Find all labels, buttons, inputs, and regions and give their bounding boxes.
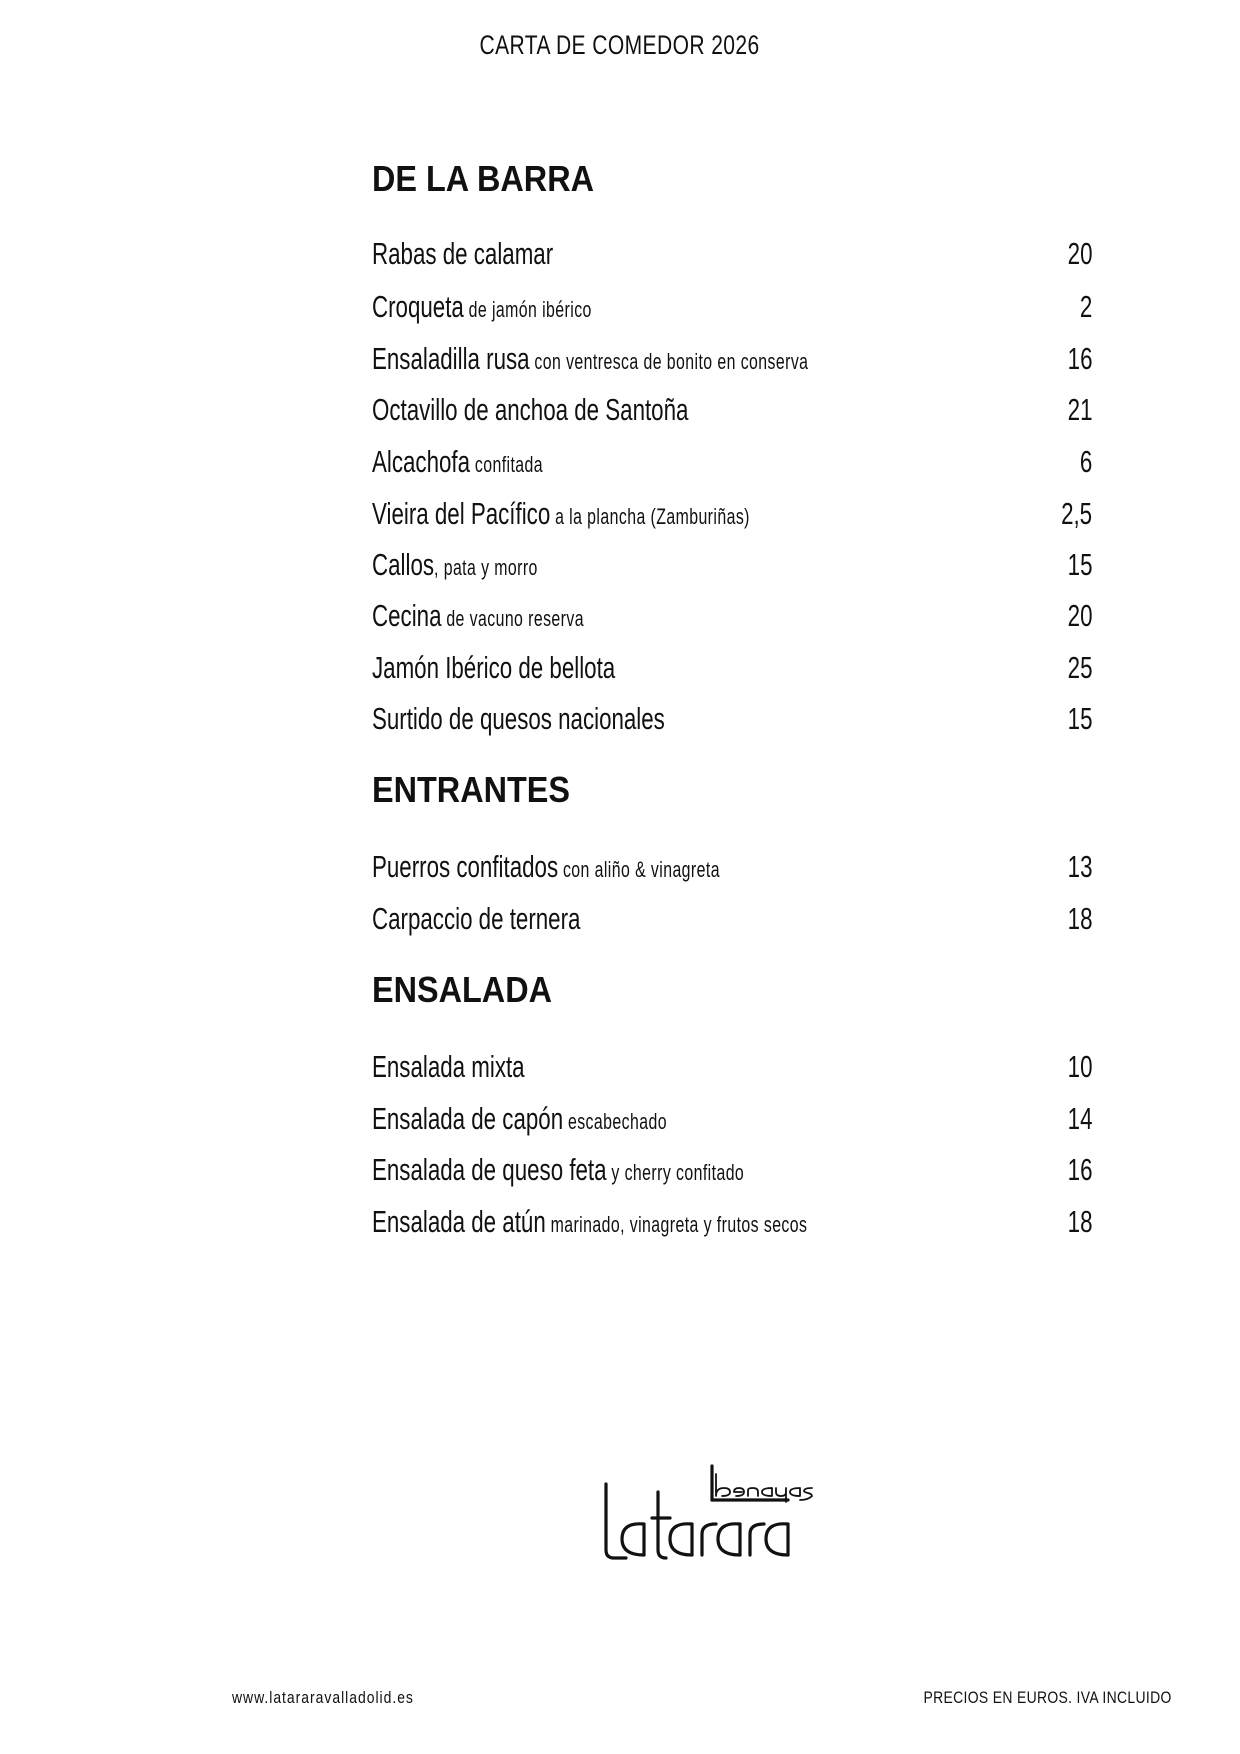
item-label: Ensalada de queso feta y cherry confitado xyxy=(372,1152,745,1187)
menu-item xyxy=(372,849,1092,893)
item-label: Jamón Ibérico de bellota xyxy=(372,650,616,685)
item-label: Puerros confitados con aliño & vinagreta xyxy=(372,849,720,884)
item-price: 20 xyxy=(1067,598,1092,633)
menu-item xyxy=(372,1101,1092,1145)
item-price: 6 xyxy=(1079,444,1092,479)
menu-item xyxy=(372,392,1092,436)
menu-title: CARTA DE COMEDOR 2026 xyxy=(479,30,761,60)
item-label: Rabas de calamar xyxy=(372,236,554,271)
item-price: 2 xyxy=(1079,289,1092,324)
item-price: 25 xyxy=(1067,650,1092,685)
item-price: 20 xyxy=(1067,236,1092,271)
item-price: 2,5 xyxy=(1060,496,1092,531)
menu-item xyxy=(372,650,1092,694)
item-price: 15 xyxy=(1067,547,1092,582)
menu-item xyxy=(372,1049,1092,1093)
item-label: Ensalada de capón escabechado xyxy=(372,1101,667,1136)
menu-item xyxy=(372,598,1092,642)
item-label: Callos, pata y morro xyxy=(372,547,538,582)
item-label: Octavillo de anchoa de Santoña xyxy=(372,392,689,427)
item-label: Ensalada mixta xyxy=(372,1049,525,1084)
item-price: 13 xyxy=(1067,849,1092,884)
restaurant-logo xyxy=(600,1462,840,1572)
menu-item xyxy=(372,1204,1092,1248)
menu-item xyxy=(372,1152,1092,1196)
menu-item xyxy=(372,901,1092,945)
item-label: Cecina de vacuno reserva xyxy=(372,598,584,633)
menu-item xyxy=(372,341,1092,385)
menu-item xyxy=(372,444,1092,488)
section-title-de-la-barra: DE LA BARRA xyxy=(372,158,594,199)
item-price: 15 xyxy=(1067,701,1092,736)
menu-item xyxy=(372,289,1092,333)
item-price: 16 xyxy=(1067,1152,1092,1187)
menu-item xyxy=(372,496,1092,540)
item-price: 21 xyxy=(1067,392,1092,427)
menu-item xyxy=(372,701,1092,745)
menu-item xyxy=(372,547,1092,591)
item-price: 10 xyxy=(1067,1049,1092,1084)
item-label: Ensaladilla rusa con ventresca de bonito en conserva xyxy=(372,341,809,376)
item-label: Ensalada de atún marinado, vinagreta y frutos secos xyxy=(372,1204,808,1239)
footer-price-note: PRECIOS EN EUROS. IVA INCLUIDO xyxy=(923,1688,1172,1707)
item-label: Carpaccio de ternera xyxy=(372,901,581,936)
item-label: Croqueta de jamón ibérico xyxy=(372,289,592,324)
item-label: Alcachofa confitada xyxy=(372,444,544,479)
item-price: 16 xyxy=(1067,341,1092,376)
item-price: 18 xyxy=(1067,901,1092,936)
item-label: Vieira del Pacífico a la plancha (Zamburiñas) xyxy=(372,496,750,531)
item-label: Surtido de quesos nacionales xyxy=(372,701,665,736)
menu-item xyxy=(372,236,1092,280)
item-price: 14 xyxy=(1067,1101,1092,1136)
footer-website[interactable]: www.latararavalladolid.es xyxy=(232,1688,414,1707)
item-price: 18 xyxy=(1067,1204,1092,1239)
section-title-entrantes: ENTRANTES xyxy=(372,769,571,810)
page-header xyxy=(0,30,1240,61)
section-title-ensalada: ENSALADA xyxy=(372,969,553,1010)
